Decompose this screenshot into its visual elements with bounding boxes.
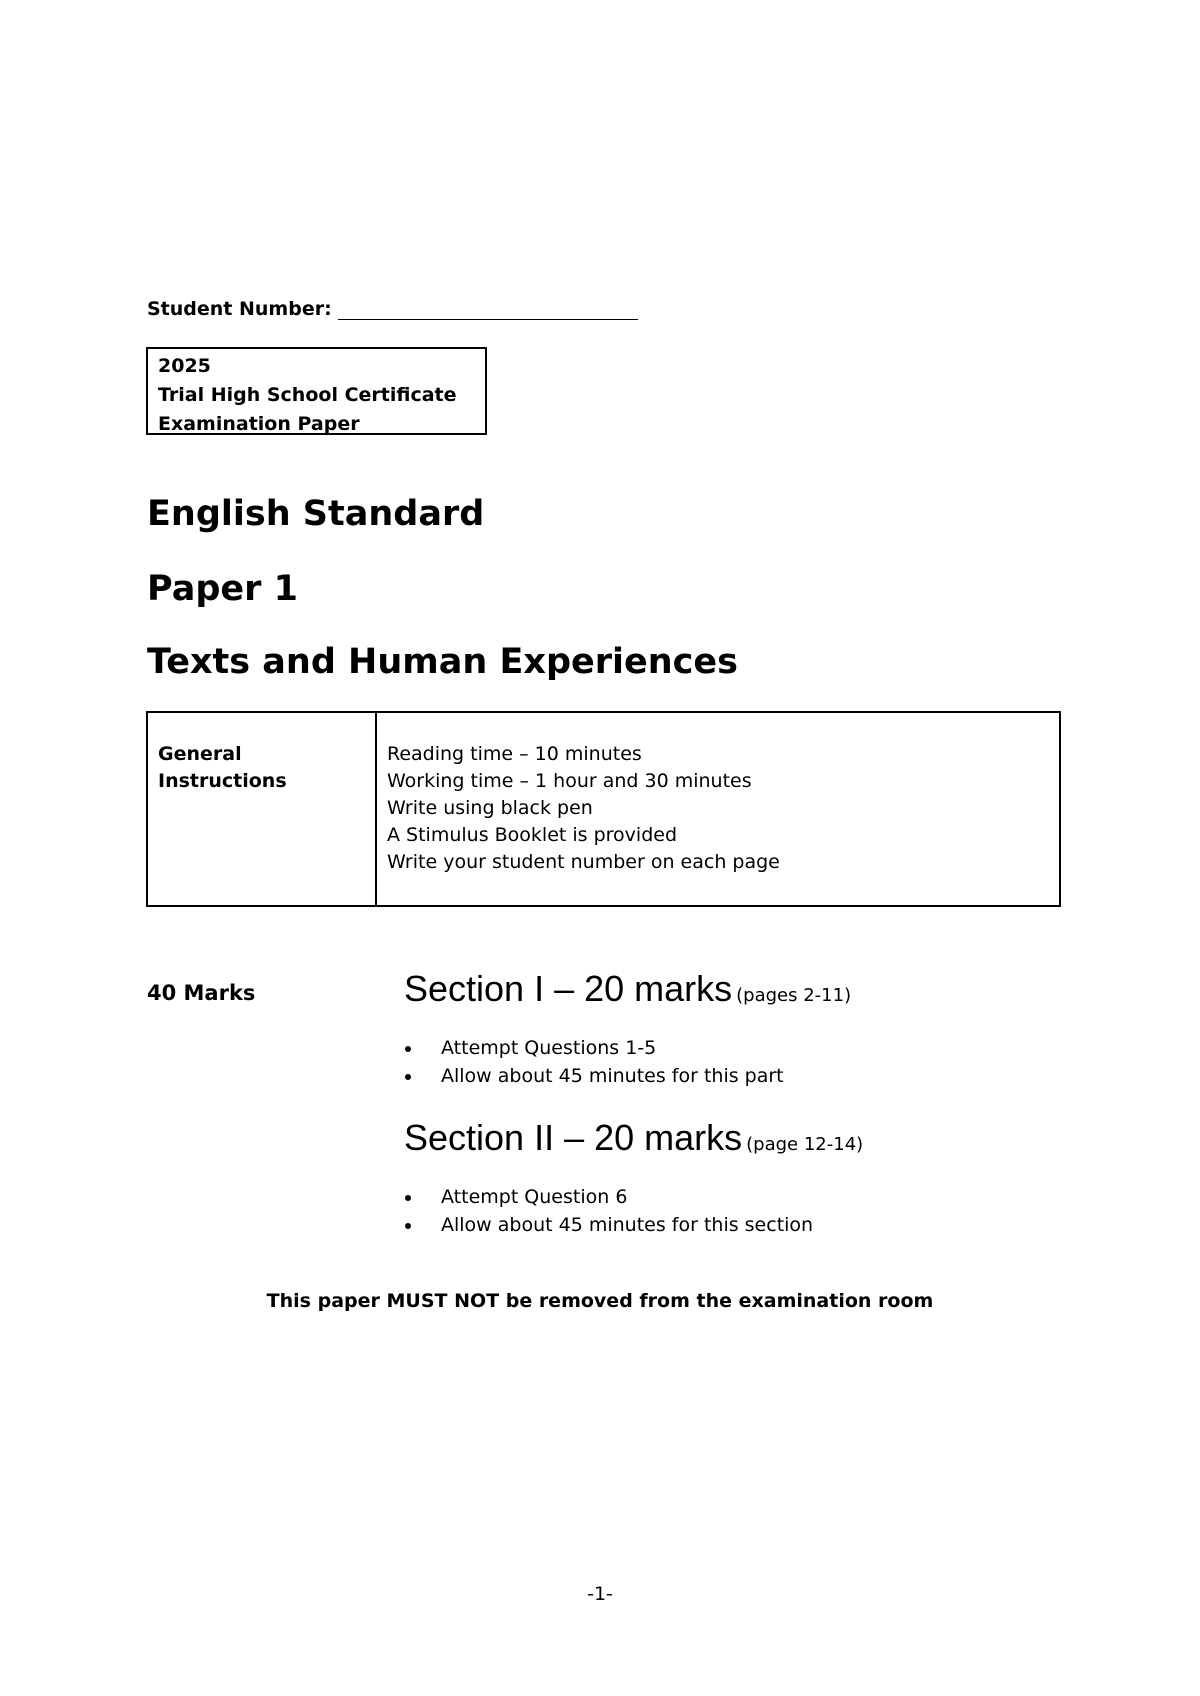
list-item: Attempt Question 6 (404, 1183, 813, 1211)
section-1-bullets (404, 1034, 784, 1090)
list-item: Allow about 45 minutes for this section (404, 1211, 813, 1239)
instruction-item: Working time – 1 hour and 30 minutes (387, 770, 752, 792)
exam-info-box (146, 347, 487, 435)
student-number-field[interactable] (338, 299, 638, 320)
instruction-item: A Stimulus Booklet is provided (387, 824, 678, 846)
general-instructions-label-line1: General (158, 743, 242, 765)
paper-title: Paper 1 (147, 569, 298, 609)
student-number-line (147, 298, 638, 320)
general-instructions-label-line2: Instructions (158, 770, 287, 792)
section-1-pages: (pages 2-11) (736, 985, 852, 1006)
general-instructions-label (148, 713, 377, 905)
list-item: Allow about 45 minutes for this part (404, 1062, 784, 1090)
exam-year: 2025 (158, 355, 211, 377)
module-title: Texts and Human Experiences (147, 642, 738, 682)
section-1-title (404, 968, 851, 1010)
exam-type-line1: Trial High School Certificate (158, 384, 457, 406)
instruction-item: Write using black pen (387, 797, 593, 819)
list-item: Attempt Questions 1-5 (404, 1034, 784, 1062)
section-2-bullets (404, 1183, 813, 1239)
page-number: -1- (587, 1583, 613, 1605)
general-instructions-table (146, 711, 1061, 907)
section-2-pages: (page 12-14) (746, 1134, 864, 1155)
exam-type-line2: Examination Paper (158, 413, 360, 435)
section-2-heading: Section II – 20 marks (404, 1117, 743, 1158)
section-1-heading: Section I – 20 marks (404, 968, 733, 1009)
exam-room-warning: This paper MUST NOT be removed from the examination room (266, 1290, 934, 1312)
general-instructions-list (377, 713, 1059, 905)
instruction-item: Reading time – 10 minutes (387, 743, 642, 765)
instruction-item: Write your student number on each page (387, 851, 780, 873)
section-2-title (404, 1117, 863, 1159)
student-number-label: Student Number: (147, 298, 332, 320)
total-marks: 40 Marks (147, 981, 256, 1005)
subject-title: English Standard (147, 494, 485, 534)
